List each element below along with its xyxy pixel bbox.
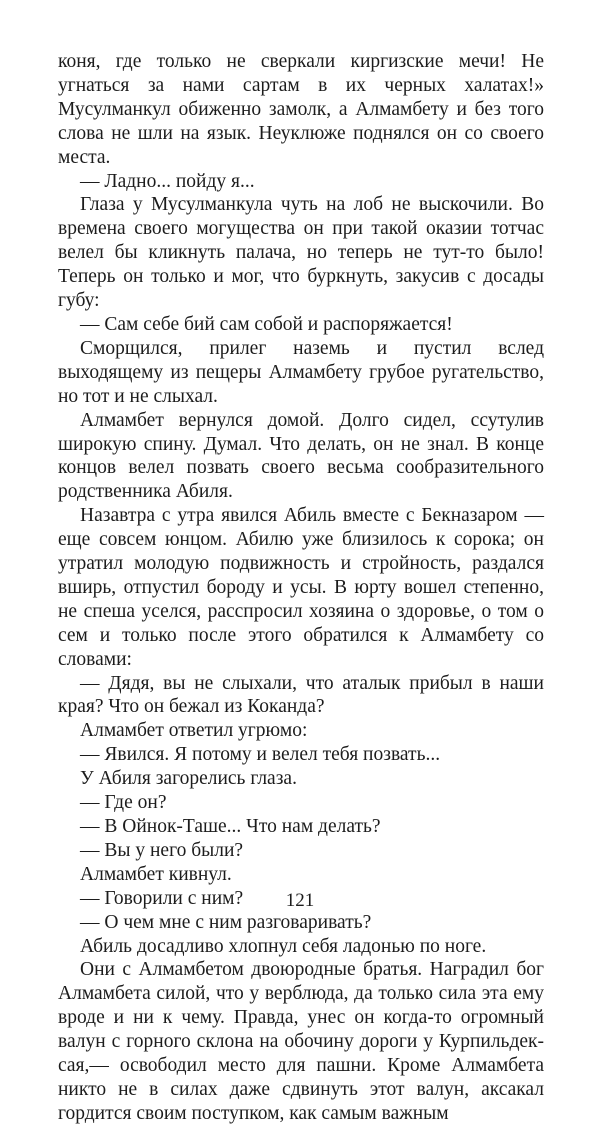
- paragraph: — Говорили с ним?: [80, 887, 244, 909]
- paragraph: — Сам себе бий сам собой и распоряжается!: [80, 313, 453, 335]
- paragraph: — Где он?: [80, 792, 167, 814]
- paragraph: Алмамбет ответил угрюмо:: [80, 720, 308, 742]
- paragraph: — Дядя, вы не слыхали, что аталык прибыл в наши края? Что он бежал из Коканда?: [58, 672, 544, 718]
- paragraph: — Ладно... пойду я...: [80, 170, 255, 192]
- paragraph: — Явился. Я потому и велел тебя позвать...: [80, 744, 441, 766]
- paragraph: — О чем мне с ним разговаривать?: [80, 911, 372, 933]
- paragraph: У Абиля загорелись глаза.: [80, 768, 297, 790]
- paragraph: Глаза у Мусулманкула чуть на лоб не выскочили. Во времена своего могущества он при такой оказии тотчас велел бы кликнуть палача, но теперь не тут-то было! Теперь он только и мог, что буркнуть, закусив с досады губу:: [58, 194, 544, 312]
- page-body: [58, 50, 544, 1126]
- paragraph: коня, где только не сверкали киргизские мечи! Не угнаться за нами сартам в их черных халатах!» Мусулманкул обиженно замолк, а Алмамбету и без того слова не шли на язык. Неуклюже поднялся он со своего места.: [58, 51, 544, 168]
- paragraph: Сморщился, прилег наземь и пустил вслед выходящему из пещеры Алмамбету грубое ругательство, но тот и не слыхал.: [58, 337, 544, 407]
- page-number: 121: [285, 890, 315, 911]
- paragraph: — Вы у него были?: [80, 839, 244, 861]
- paragraph: Алмамбет вернулся домой. Долго сидел, ссутулив широкую спину. Думал. Что делать, он не знал. В конце концов велел позвать своего весьма сообразительного родственника Абиля.: [58, 409, 544, 503]
- paragraph: Абиль досадливо хлопнул себя ладонью по ноге.: [80, 935, 487, 957]
- paragraph: Назавтра с утра явился Абиль вместе с Бекназаром — еще совсем юнцом. Абилю уже близилось к сорока; он утратил молодую подвижность и стройность, раздался вширь, отпустил бороду и усы. В юрту вошел степенно, не спеша уселся, расспросил хозяина о здоровье, о том о сем и только после этого обратился к Алмамбету со словами:: [58, 505, 544, 670]
- paragraph: Они с Алмамбетом двоюродные братья. Наградил бог Алмамбета силой, что у верблюда, да только сила эта ему вроде и ни к чему. Правда, унес он когда-то огромный валун с горного склона на обочину дороги у Курпильдек-сая,— освободил место для пашни. Кроме Алмамбета никто не в силах даже сдвинуть этот валун, аксакал гордится своим поступком, как самым важным: [58, 959, 544, 1124]
- paragraph: Алмамбет кивнул.: [80, 863, 232, 885]
- paragraph: — В Ойнок-Таше... Что нам делать?: [80, 816, 381, 837]
